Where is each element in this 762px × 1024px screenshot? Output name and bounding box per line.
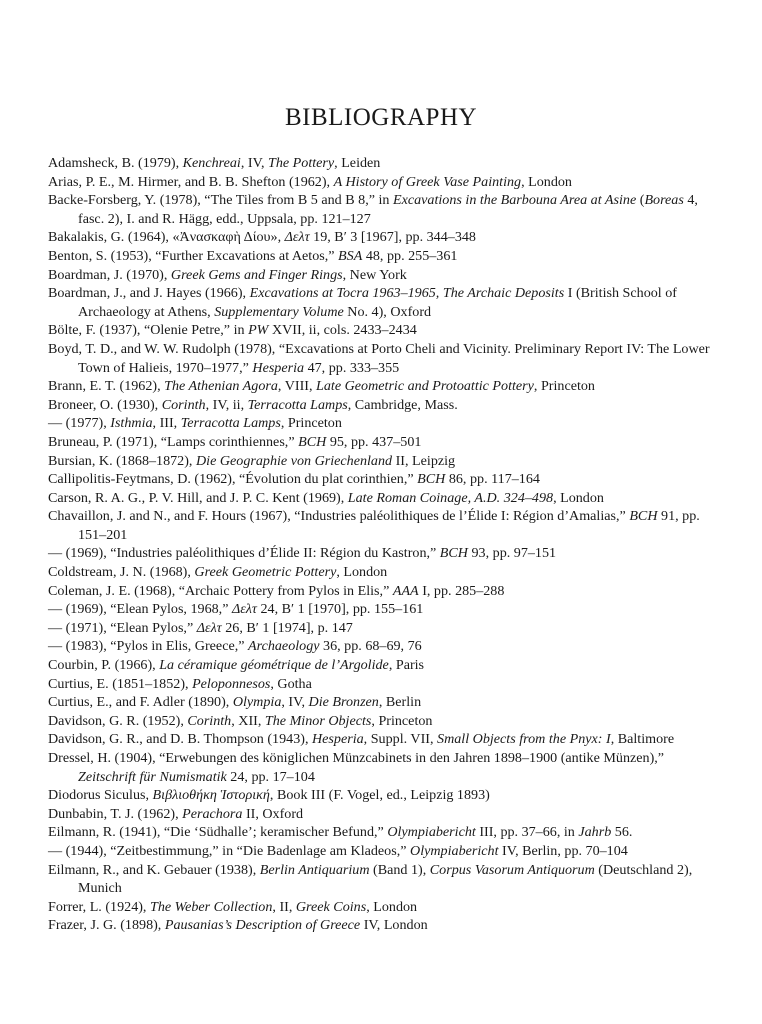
entry-text: Bursian, K. (1868–1872), [48,452,196,469]
entry-text: , XII, [231,712,265,729]
entry-title-italic: Die Geographie von Griechenland [195,452,393,469]
entry-text: , Cambridge, Mass. [347,396,458,413]
bibliography-entry [48,191,720,228]
entry-text: Frazer, J. G. (1898), [48,917,165,934]
entry-title-italic: Jahrb [578,824,612,841]
entry-text: Bruneau, P. (1971), “Lamps corinthiennes,” [48,433,299,450]
bibliography-entry [48,637,720,656]
entry-text: Bakalakis, G. (1964), «Ἀνασκαφὴ Δίου», [48,229,285,246]
bibliography-entry [48,916,720,935]
entry-title-italic: Excavations at Tocra 1963–1965, The Archaic Deposits [249,285,565,302]
bibliography-entry [48,266,720,285]
entry-text: Adamsheck, B. (1979), [48,155,183,171]
bibliography-entry [48,154,720,173]
entry-title-italic: Perachora [182,805,243,822]
bibliography-entry [48,861,720,898]
entry-title-italic: Greek Geometric Pottery [194,564,337,581]
entry-text: , Suppl. VII, [363,731,438,748]
entry-title-italic: Olympia [232,694,282,711]
entry-title-italic: Βιβλιοθήκη Ἱστορική [152,787,270,804]
entry-text: Diodorus Siculus, [48,787,153,804]
entry-text: 26, B′ 1 [1974], p. 147 [221,619,353,636]
page-title: BIBLIOGRAPHY [284,104,478,131]
entry-text: — (1944), “Zeitbestimmung,” in “Die Badenlage am Kladeos,” [48,842,411,859]
entry-text: , Gotha [270,675,312,692]
entry-title-italic: Greek Gems and Finger Rings [170,266,343,283]
bibliography-list [48,154,720,935]
entry-title-italic: BCH [417,471,446,488]
entry-text: — (1977), [48,415,111,432]
entry-text: 56. [611,824,633,841]
entry-title-italic: Excavations in the Barbouna Area at Asine [393,192,637,209]
entry-title-italic: Berlin Antiquarium [259,861,370,878]
entry-title-italic: Olympiabericht [387,824,476,841]
bibliography-entry [48,619,720,638]
bibliography-entry [48,284,720,321]
entry-title-italic: Δελτ [284,229,310,246]
entry-text: ( [636,192,645,209]
entry-text: (Band 1), [369,861,430,878]
entry-text: Dunbabin, T. J. (1962), [48,805,183,822]
bibliography-entry [48,805,720,824]
bibliography-entry [48,377,720,396]
bibliography-entry [48,433,720,452]
entry-text: Callipolitis-Feytmans, D. (1962), “Évolution du plat corinthien,” [48,471,418,488]
bibliography-entry [48,898,720,917]
entry-text: Curtius, E. (1851–1852), [48,675,193,692]
entry-title-italic: BCH [298,433,327,450]
entry-text: Eilmann, R., and K. Gebauer (1938), [48,861,260,878]
entry-text: Curtius, E., and F. Adler (1890), [48,694,233,711]
entry-text: I, pp. 285–288 [418,582,505,599]
bibliography-entry [48,656,720,675]
entry-text: , VIII, [277,378,317,395]
entry-title-italic: The Athenian Agora [164,378,278,395]
entry-title-italic: Corpus Vasorum Antiquorum [429,861,595,878]
entry-title-italic: The Weber Collection [149,898,273,915]
entry-title-italic: Boreas [644,192,684,209]
entry-text: — (1983), “Pylos in Elis, Greece,” [48,638,249,655]
bibliography-entry [48,693,720,712]
entry-text: IV, Berlin, pp. 70–104 [498,842,628,859]
entry-text: Broneer, O. (1930), [48,396,162,413]
entry-text: , Berlin [378,694,422,711]
entry-title-italic: Terracotta Lamps [247,396,348,413]
entry-title-italic: Terracotta Lamps [180,415,281,432]
entry-text: Coldstream, J. N. (1968), [48,564,195,581]
entry-title-italic: Pausanias’s Description of Greece [164,917,361,934]
entry-text: (Deutschland 2), Munich [78,861,693,897]
entry-title-italic: La céramique géométrique de l’Argolide [159,657,389,674]
entry-text: 95, pp. 437–501 [326,433,422,450]
bibliography-entry [48,173,720,192]
entry-title-italic: Greek Coins [295,898,367,915]
entry-title-italic: Kenchreai [182,155,241,171]
entry-text: Bölte, F. (1937), “Olenie Petre,” in [48,322,249,339]
entry-text: Brann, E. T. (1962), [48,378,165,395]
entry-text: , III, [152,415,181,432]
entry-text: 4, fasc. 2), I. and R. Hägg, edd., Uppsala, pp. 121–127 [78,192,698,227]
bibliography-entry [48,321,720,340]
entry-text: 24, B′ 1 [1970], pp. 155–161 [256,601,424,618]
entry-text: II, Leipzig [392,452,456,469]
entry-text: I (British School of Archaeology at Athens, [78,285,677,320]
bibliography-entry [48,730,720,749]
bibliography-entry [48,563,720,582]
entry-text: Carson, R. A. G., P. V. Hill, and J. P. C. Kent (1969), [48,489,348,506]
entry-text: Davidson, G. R. (1952), [48,712,188,729]
entry-text: , Paris [388,657,425,674]
entry-title-italic: Zeitschrift für Numismatik [78,768,227,785]
entry-text: , Leiden [334,155,381,171]
entry-title-italic: Late Geometric and Protoattic Pottery [316,378,534,395]
entry-title-italic: A History of Greek Vase Painting [333,173,522,190]
entry-text: 24, pp. 17–104 [226,768,315,785]
entry-text: , Princeton [533,378,595,395]
entry-text: — (1969), “Elean Pylos, 1968,” [48,601,232,618]
entry-title-italic: The Minor Objects [264,712,372,729]
entry-title-italic: Archaeology [248,638,320,655]
entry-text: 86, pp. 117–164 [445,471,540,488]
entry-title-italic: Olympiabericht [410,842,499,859]
entry-text: , London [366,898,418,915]
entry-text: , II, [272,898,296,915]
entry-text: II, Oxford [242,805,304,822]
entry-text: Backe-Forsberg, Y. (1978), “The Tiles from B 5 and B 8,” in [48,192,393,209]
entry-text: , London [521,173,572,190]
bibliography-entry [48,489,720,508]
entry-text: 93, pp. 97–151 [467,545,557,562]
bibliography-entry [48,600,720,619]
entry-text: , Baltimore [610,731,675,748]
bibliography-entry [48,823,720,842]
entry-text: Davidson, G. R., and D. B. Thompson (1943), [48,731,312,748]
entry-text: 47, pp. 333–355 [304,359,400,376]
entry-text: 48, pp. 255–361 [362,247,458,264]
entry-text: Eilmann, R. (1941), “Die ‘Südhalle’; keramischer Befund,” [48,824,388,841]
entry-title-italic: PW [248,322,269,339]
entry-text: , Princeton [371,712,433,729]
bibliography-entry [48,507,720,544]
entry-text: , IV, [240,155,268,171]
bibliography-entry [48,544,720,563]
bibliography-entry [48,414,720,433]
bibliography-entry [48,842,720,861]
entry-text: III, pp. 37–66, in [475,824,579,841]
bibliography-entry [48,247,720,266]
entry-title-italic: Hesperia [312,731,364,748]
bibliography-entry [48,786,720,805]
entry-title-italic: The Pottery [268,155,335,171]
entry-title-italic: BSA [338,247,363,264]
bibliography-entry [48,452,720,471]
entry-text: Benton, S. (1953), “Further Excavations at Aetos,” [48,247,339,264]
bibliography-entry [48,675,720,694]
bibliography-entry [48,396,720,415]
entry-text: Courbin, P. (1966), [48,657,160,674]
entry-text: Arias, P. E., M. Hirmer, and B. B. Shefton (1962), [48,173,334,190]
entry-title-italic: BCH [439,545,468,562]
entry-title-italic: Hesperia [252,359,305,376]
entry-title-italic: Corinth [187,712,232,729]
entry-text: , New York [342,266,407,283]
entry-text: 36, pp. 68–69, 76 [319,638,422,655]
entry-text: Chavaillon, J. and N., and F. Hours (1967), “Industries paléolithiques de l’Élide I: Région d’Amalias,” [48,508,630,525]
entry-text: Boyd, T. D., and W. W. Rudolph (1978), “Excavations at Porto Cheli and Vicinity. Preliminary Report IV: The Lower Town of Halieis, 1970–1977,” [48,340,710,376]
entry-text: , IV, ii, [205,396,248,413]
entry-title-italic: Δελτ [231,601,257,618]
entry-text: , Princeton [280,415,342,432]
entry-title-italic: AAA [392,582,419,599]
entry-text: , IV, [281,694,309,711]
entry-text: , Book III (F. Vogel, ed., Leipzig 1893) [269,787,490,804]
entry-title-italic: Corinth [161,396,206,413]
entry-title-italic: Peloponnesos [192,675,271,692]
entry-text: IV, London [360,917,428,934]
entry-text: 19, B′ 3 [1967], pp. 344–348 [309,229,476,246]
entry-title-italic: Δελτ [196,619,222,636]
entry-text: , London [336,564,388,581]
entry-title-italic: Supplementary Volume [214,303,344,320]
bibliography-entry [48,749,720,786]
entry-text: — (1971), “Elean Pylos,” [48,619,197,636]
bibliography-entry [48,582,720,601]
entry-text: Boardman, J. (1970), [48,266,171,283]
entry-text: No. 4), Oxford [343,303,432,320]
entry-text: — (1969), “Industries paléolithiques d’Élide II: Région du Kastron,” [48,545,440,562]
entry-text: Coleman, J. E. (1968), “Archaic Pottery from Pylos in Elis,” [48,582,393,599]
entry-text: 91, pp. 151–201 [78,508,700,543]
entry-text: Dressel, H. (1904), “Erwebungen des königlichen Münzcabinets in den Jahren 1898–1900 (antike Münzen),” [48,750,665,766]
bibliography-entry [48,228,720,247]
entry-title-italic: Small Objects from the Pnyx: I [437,731,611,748]
entry-text: Forrer, L. (1924), [48,898,150,915]
bibliography-entry [48,340,720,377]
entry-title-italic: Die Bronzen [308,694,379,711]
entry-title-italic: Isthmia [110,415,153,432]
bibliography-entry [48,470,720,489]
bibliography-entry [48,712,720,731]
entry-title-italic: BCH [629,508,658,525]
entry-text: XVII, ii, cols. 2433–2434 [268,322,417,339]
entry-text: , London [553,489,604,506]
entry-text: Boardman, J., and J. Hayes (1966), [48,285,250,302]
entry-title-italic: Late Roman Coinage, A.D. 324–498 [347,489,554,506]
